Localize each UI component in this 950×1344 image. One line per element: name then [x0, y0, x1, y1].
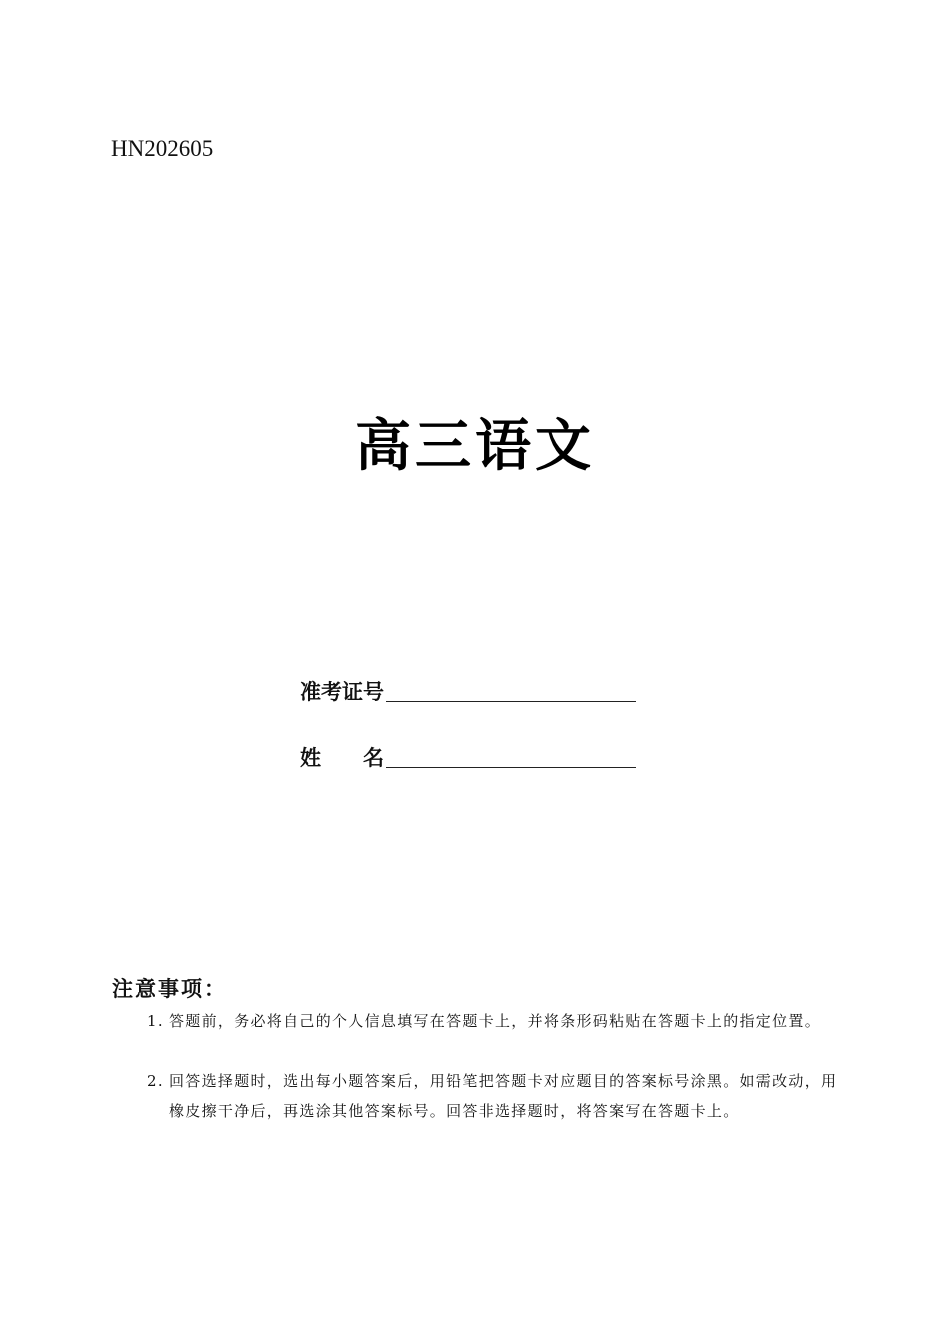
name-blank[interactable] — [386, 766, 636, 768]
note-number: 1. — [147, 1012, 164, 1030]
note-text: 回答选择题时，选出每小题答案后，用铅笔把答题卡对应题目的答案标号涂黑。如需改动，用橡皮擦干净后，再选涂其他答案标号。回答非选择题时，将答案写在答题卡上。 — [169, 1072, 838, 1120]
note-number: 2. — [147, 1072, 164, 1090]
exam-number-label: 准考证号 — [300, 680, 384, 704]
document-code: HN202605 — [111, 136, 214, 161]
exam-number-blank[interactable] — [386, 700, 636, 702]
notes-heading: 注意事项： — [112, 977, 227, 1001]
note-text: 答题前，务必将自己的个人信息填写在答题卡上，并将条形码粘贴在答题卡上的指定位置。 — [169, 1012, 822, 1030]
note-item — [147, 1066, 847, 1126]
exam-number-field — [300, 676, 636, 706]
exam-title: 高三语文 — [355, 414, 595, 479]
name-field — [300, 742, 636, 772]
note-item — [147, 1006, 847, 1036]
name-label: 姓 名 — [300, 746, 384, 770]
